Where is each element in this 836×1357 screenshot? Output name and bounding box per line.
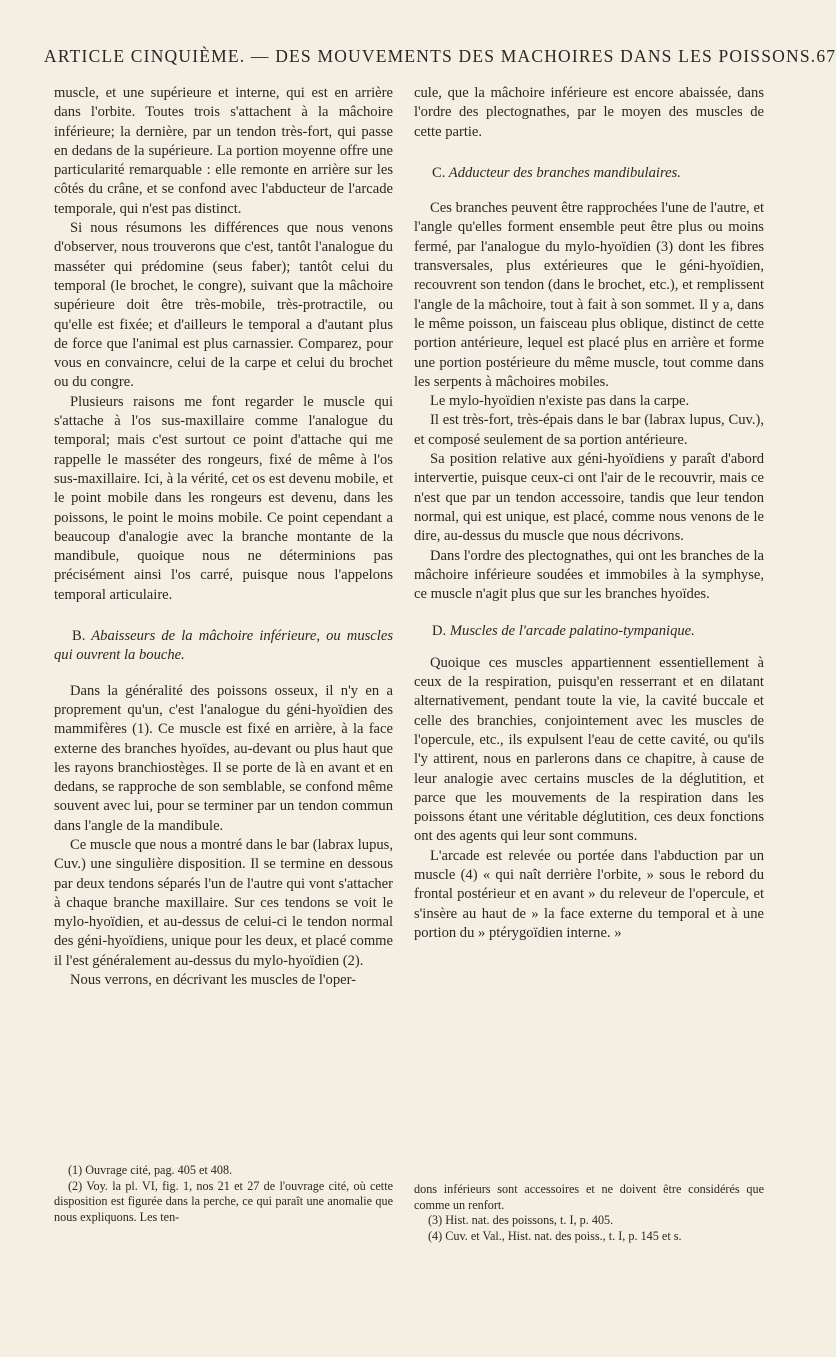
- section-label: C.: [432, 164, 446, 181]
- paragraph: Si nous résumons les différences que nous venons d'observer, nous trouverons que c'est, tantôt l'analogue du masséter qui prédomine (seus faber); tantôt celui du temporal (le brochet, le congre), suivant que la mâchoire supérieure doit être très-mobile, très-protractile, ou qu'elle est fixée; et d'ailleurs le temporal a d'autant plus de force que l'animal est plus carnassier. Comparez, pour vous en convaincre, celui de la carpe et celui du brochet ou du congre.: [54, 220, 393, 391]
- paragraph: Quoique ces muscles appartiennent essentiellement à ceux de la respiration, puisqu'en resserrant et en dilatant alternativement, pendant toute la vie, la cavité buccale et celle des branchies, conjointement avec les muscles de l'opercule, etc., ils expulsent l'eau de cette cavité, ou qu'ils l'y attirent, nous en parlerons dans ce chapitre, à cause de leur analogie avec certains muscles de la déglutition, et parce que les mouvements de la respiration dans les poissons étant une véritable déglutition, ces deux fonctions ont des agents qui leur sont communs.: [414, 654, 764, 845]
- paragraph: Il est très-fort, très-épais dans le bar (labrax lupus, Cuv.), et composé seulement de sa portion antérieure.: [414, 412, 764, 448]
- section-title: Abaisseurs de la mâchoire inférieure, ou muscles qui ouvrent la bouche.: [54, 628, 393, 664]
- section-heading-d: [414, 622, 764, 641]
- footnotes-right: [414, 1182, 764, 1244]
- footnote-continuation: dons inférieurs sont accessoires et ne doivent être considérés que comme un renfort.: [414, 1182, 764, 1212]
- footnote: (4) Cuv. et Val., Hist. nat. des poiss., t. I, p. 145 et s.: [428, 1228, 682, 1243]
- paragraph: muscle, et une supérieure et interne, qui est en arrière dans l'orbite. Toutes trois s'attachent à la mâchoire inférieure; la dernière, par un tendon très-fort, qui passe en dedans de la supérieure. La portion moyenne offre une particularité remarquable : elle remonte en arrière sur les côtés du crâne, et se confond avec l'abducteur de l'arcade temporale, qui n'est pas distinct.: [54, 85, 393, 217]
- footnote: (3) Hist. nat. des poissons, t. I, p. 405.: [428, 1213, 614, 1227]
- header-title: ARTICLE CINQUIÈME. — DES MOUVEMENTS DES MACHOIRES DANS LES POISSONS.: [44, 46, 817, 66]
- paragraph: Dans l'ordre des plectognathes, qui ont les branches de la mâchoire inférieure soudées et immobiles à la symphyse, ce muscle n'agit plus que sur les branches hyoïdes.: [414, 547, 764, 603]
- right-column: [414, 84, 764, 943]
- section-heading-c: [414, 164, 764, 183]
- paragraph: Dans la généralité des poissons osseux, il n'y en a proprement qu'un, c'est l'analogue du géni-hyoïdien des mammifères (1). Ce muscle est fixé en arrière, à la face externe des branches hyoïdes, au-devant ou plus haut que les rayons branchiostèges. Il se porte de là en avant et en dedans, se rapproche de son semblable, se confond même souvent avec lui, pour se terminer par un tendon commun dans l'angle de la mandibule.: [54, 682, 393, 834]
- paragraph: Plusieurs raisons me font regarder le muscle qui s'attache à l'os sus-maxillaire comme l'analogue du temporal; mais c'est surtout ce point d'attache qui me rappelle le masséter des rongeurs, fixé de même à l'os sus-maxillaire. Ici, à la vérité, cet os est devenu mobile, et le point mobile dans les rongeurs est devenu, dans les poissons, le point le moins mobile. Ce point cependant a beaucoup d'analogie avec la branche montante de la mandibule, quoique nous ne déterminions pas précisément ainsi l'os carré, puisque nous l'appelons temporal articulaire.: [54, 393, 393, 603]
- paragraph: Le mylo-hyoïdien n'existe pas dans la carpe.: [430, 393, 690, 410]
- paragraph: Ces branches peuvent être rapprochées l'une de l'autre, et l'angle qu'elles forment ensemble peut être plus ou moins fermé, par l'analogue du mylo-hyoïdien (3) dont les fibres transversales, plus extérieures que le géni-hyoïdien, recouvrent son tendon (dans le brochet, etc.), et remplissent l'angle de la mâchoire, tout à fait à son sommet. Il y a, dans le même poisson, un faisceau plus oblique, distinct de cette portion antérieure, lequel est placé plus en arrière et forme une portion postérieure du même muscle, tout comme dans les serpents à mâchoires mobiles.: [414, 200, 764, 390]
- footnote: (2) Voy. la pl. VI, fig. 1, nos 21 et 27 de l'ouvrage cité, où cette disposition est figurée dans la perche, ce qui paraît une anomalie que nous expliquons. Les ten-: [54, 1178, 393, 1224]
- left-column: [54, 84, 393, 990]
- page-number: 67: [816, 46, 836, 66]
- paragraph: Ce muscle que nous a montré dans le bar (labrax lupus, Cuv.) une singulière disposition. Il se termine en dessous par deux tendons séparés l'un de l'autre qui vont s'attacher à chaque branche maxillaire. Sur ces tendons se voit le mylo-hyoïdien, et au-dessus de celui-ci le tendon normal des géni-hyoïdiens, unique pour les deux, et placé comme il l'est généralement au-dessus du mylo-hyoïdien (2).: [54, 836, 394, 969]
- paragraph: L'arcade est relevée ou portée dans l'abduction par un muscle (4) « qui naît derrière l'orbite, » sous le rebord du frontal postérieur et en avant » du releveur de l'opercule, et s'insère au haut de » la face externe du temporal et à une portion du » ptérygoïdien interne. »: [414, 847, 764, 941]
- section-label: B.: [72, 628, 86, 645]
- paragraph: Sa position relative aux géni-hyoïdiens y paraît d'abord intervertie, puisque ceux-ci ont l'air de le recouvrir, mais ce n'est que par un tendon accessoire, tandis que leur tendon normal, qui est unique, est placé, comme nous venons de le dire, au-dessus du muscle que nous décrivons.: [414, 451, 764, 545]
- footnotes-left: [54, 1163, 393, 1225]
- paragraph: cule, que la mâchoire inférieure est encore abaissée, dans l'ordre des plectognathes, par le moyen des muscles de cette partie.: [414, 85, 764, 140]
- footnote: (1) Ouvrage cité, pag. 405 et 408.: [68, 1163, 233, 1177]
- section-heading-b: [54, 627, 393, 666]
- section-title: Adducteur des branches mandibulaires.: [448, 164, 681, 181]
- section-label: D.: [432, 623, 447, 640]
- paragraph: Nous verrons, en décrivant les muscles de l'oper-: [70, 972, 357, 989]
- running-header: [44, 46, 836, 76]
- section-title: Muscles de l'arcade palatino-tympanique.: [449, 623, 695, 640]
